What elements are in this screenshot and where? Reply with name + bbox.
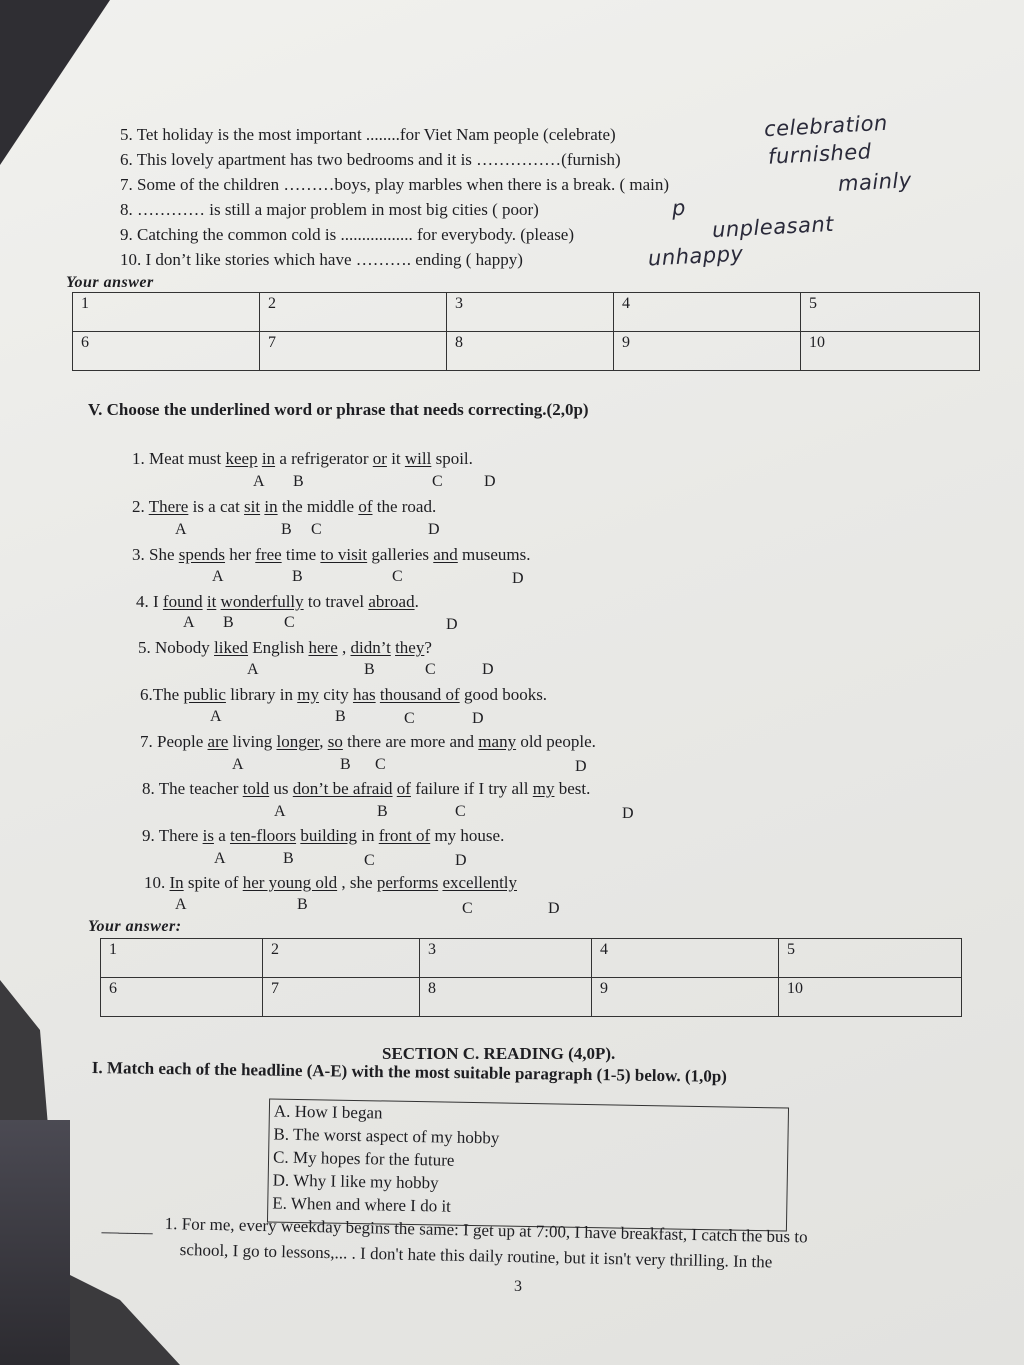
option-letter: C: [284, 614, 295, 631]
option-letter: A: [214, 850, 226, 867]
handwritten-answer-5: celebration: [763, 110, 889, 142]
option-letter: D: [482, 661, 494, 678]
option-letter: C: [311, 521, 322, 538]
option-letter: C: [392, 568, 403, 585]
option-letter: D: [512, 570, 524, 587]
option-letter: A: [175, 521, 187, 538]
headline-e: E. When and where I do it: [272, 1193, 452, 1216]
question-1: 1. Meat must keep in a refrigerator or it will spoil.: [132, 449, 473, 468]
answer-cell[interactable]: 9: [592, 978, 779, 1017]
answer-cell[interactable]: 4: [592, 939, 779, 978]
answer-cell[interactable]: 7: [260, 332, 447, 371]
answer-cell[interactable]: 7: [263, 978, 420, 1017]
answer-table-1: [72, 292, 980, 371]
answer-cell[interactable]: 10: [779, 978, 962, 1017]
question-6: 6.The public library in my city has thousand of good books.: [140, 685, 548, 704]
option-letter: A: [247, 661, 259, 678]
question-10: 10. In spite of her young old , she performs excellently: [144, 873, 518, 892]
question-9: 9. There is a ten-floors building in front of my house.: [142, 826, 505, 845]
your-answer-label: Your answer: [66, 274, 154, 291]
answer-table-2: [100, 938, 962, 1017]
option-letter: C: [375, 756, 386, 773]
question-8: 8. The teacher told us don’t be afraid of failure if I try all my best.: [142, 779, 591, 798]
word-form-item-6: 6. This lovely apartment has two bedrooms and it is ……………(furnish): [120, 150, 621, 169]
option-letter: B: [283, 850, 294, 867]
option-letter: B: [297, 896, 308, 913]
answer-cell[interactable]: 2: [263, 939, 420, 978]
option-letter: D: [548, 900, 560, 917]
paragraph-1-line-2: school, I go to lessons,... . I don't hate this daily routine, but it isn't very thrilling. In the: [179, 1240, 773, 1272]
word-form-item-10: 10. I don’t like stories which have ………. ending ( happy): [120, 250, 523, 269]
option-letter: D: [455, 852, 467, 869]
word-form-item-5: 5. Tet holiday is the most important ........for Viet Nam people (celebrate): [120, 125, 616, 144]
option-letter: A: [253, 473, 265, 490]
option-letter: A: [175, 896, 187, 913]
answer-cell[interactable]: 3: [420, 939, 592, 978]
option-letter: B: [292, 568, 303, 585]
handwritten-answer-7: mainly: [837, 168, 913, 196]
answer-cell[interactable]: 1: [73, 293, 260, 332]
option-letter: B: [335, 708, 346, 725]
headline-box: [267, 1098, 789, 1231]
headline-b: B. The worst aspect of my hobby: [273, 1124, 500, 1148]
option-letter: A: [210, 708, 222, 725]
handwritten-answer-6: furnished: [767, 139, 873, 169]
option-letter: C: [462, 900, 473, 917]
headline-c: C. My hopes for the future: [272, 1147, 455, 1170]
paragraph-1-line-1: 1. For me, every weekday begins the same: I get up at 7:00, I have breakfast, I catch the bus to: [164, 1214, 808, 1247]
desk-background: [0, 1120, 70, 1365]
option-letter: D: [428, 521, 440, 538]
question-3: 3. She spends her free time to visit galleries and museums.: [132, 545, 531, 564]
option-letter: A: [183, 614, 195, 631]
option-letter: D: [446, 616, 458, 633]
option-letter: A: [274, 803, 286, 820]
option-letter: B: [364, 661, 375, 678]
handwritten-answer-9: unpleasant: [711, 211, 835, 243]
option-letter: B: [377, 803, 388, 820]
option-letter: C: [455, 803, 466, 820]
answer-cell[interactable]: 3: [447, 293, 614, 332]
option-letter: D: [484, 473, 496, 490]
answer-cell[interactable]: 8: [420, 978, 592, 1017]
section-v-title: V. Choose the underlined word or phrase that needs correcting.(2,0p): [88, 400, 589, 419]
option-letter: A: [232, 756, 244, 773]
answer-cell[interactable]: 5: [779, 939, 962, 978]
handwritten-answer-8: p: [671, 195, 687, 221]
question-7: 7. People are living longer, so there are more and many old people.: [140, 732, 596, 751]
question-4: 4. I found it wonderfully to travel abroad.: [136, 592, 419, 611]
handwritten-answer-10: unhappy: [647, 241, 744, 271]
answer-cell[interactable]: 1: [101, 939, 263, 978]
question-5: 5. Nobody liked English here , didn’t they?: [138, 638, 432, 657]
answer-blank[interactable]: ______: [101, 1216, 153, 1237]
answer-cell[interactable]: 10: [801, 332, 980, 371]
section-c-title: SECTION C. READING (4,0P).: [382, 1044, 616, 1063]
option-letter: C: [364, 852, 375, 869]
page-number: 3: [514, 1278, 522, 1295]
option-letter: B: [340, 756, 351, 773]
question-2: 2. There is a cat sit in the middle of the road.: [132, 497, 437, 516]
option-letter: B: [223, 614, 234, 631]
word-form-item-7: 7. Some of the children ………boys, play marbles when there is a break. ( main): [120, 175, 670, 194]
answer-cell[interactable]: 9: [614, 332, 801, 371]
answer-cell[interactable]: 5: [801, 293, 980, 332]
answer-cell[interactable]: 4: [614, 293, 801, 332]
option-letter: B: [281, 521, 292, 538]
your-answer-label-2: Your answer:: [88, 918, 182, 935]
answer-cell[interactable]: 2: [260, 293, 447, 332]
headline-a: A. How I began: [273, 1101, 383, 1123]
reading-task-instruction: I. Match each of the headline (A-E) with the most suitable paragraph (1-5) below. (1,0p): [91, 1058, 728, 1086]
option-letter: D: [472, 710, 484, 727]
option-letter: A: [212, 568, 224, 585]
answer-cell[interactable]: 6: [73, 332, 260, 371]
option-letter: D: [622, 805, 634, 822]
headline-d: D. Why I like my hobby: [272, 1170, 439, 1193]
option-letter: B: [293, 473, 304, 490]
option-letter: C: [404, 710, 415, 727]
option-letter: C: [432, 473, 443, 490]
option-letter: C: [425, 661, 436, 678]
answer-cell[interactable]: 8: [447, 332, 614, 371]
option-letter: D: [575, 758, 587, 775]
word-form-item-8: 8. ………… is still a major problem in most big cities ( poor): [120, 200, 539, 219]
answer-cell[interactable]: 6: [101, 978, 263, 1017]
word-form-item-9: 9. Catching the common cold is ................. for everybody. (please): [120, 225, 575, 244]
